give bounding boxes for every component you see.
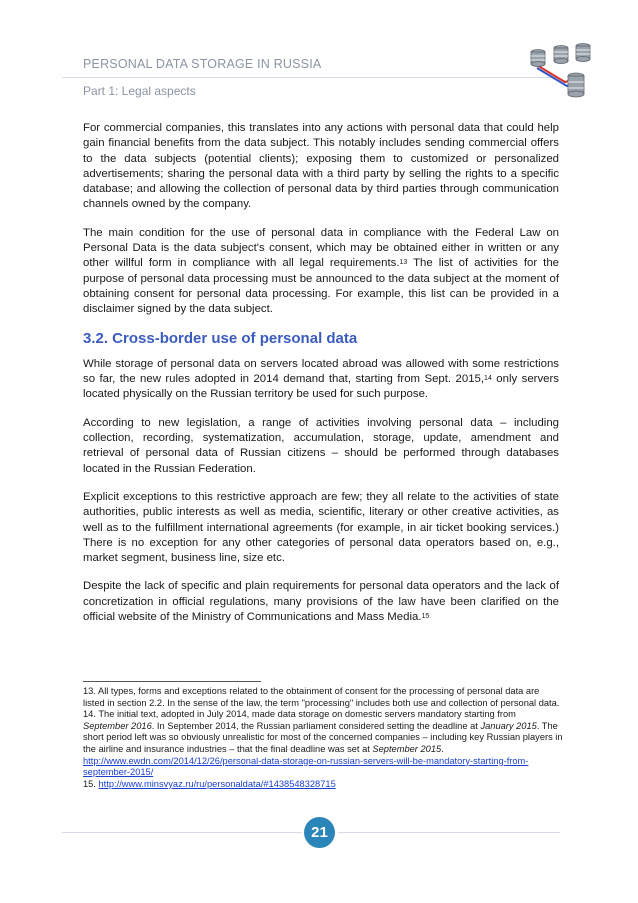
footnote-14-link[interactable]: http://www.ewdn.com/2014/12/26/personal-data-storage-on-russian-servers-will-be-mandatory-starting-from-september-2015/ [83,755,529,778]
paragraph-storage-abroad [83,357,559,403]
paragraph-clarifications [83,579,559,625]
paragraph-storage-text-b: only servers located physically on the Russian territory be used for such purpose. [83,373,559,401]
footnote-14-date-1: September 2016 [83,720,152,731]
page-number-badge: 21 [304,817,335,848]
footnote-14-text-a: 14. The initial text, adopted in July 2014, made data storage on domestic servers mandatory starting from [83,709,516,720]
footnote-15-prefix: 15. [83,778,99,789]
paragraph-storage-text-a: While storage of personal data on servers located abroad was allowed with some restrictions so far, the new rules adopted in 2014 demand that, starting from Sept. 2015, [83,357,559,386]
paragraph-new-legislation: According to new legislation, a range of activities involving personal data – including collection, recording, systematization, accumulation, storage, update, amendment and retrieval of personal data of Russian citizens – should be performed through databases located in the Russian Federation. [83,416,559,475]
footnote-ref-14[interactable]: 14 [484,375,492,383]
paragraph-exceptions: Explicit exceptions to this restrictive approach are few; they all relate to the activities of state authorities, public interests as well as media, scientific, literary or other creative activities, as well as to the fulfillment international agreements (for example, in air ticket booking services.) There is no exception for any other categories of personal data operators based on, e.g., market segment, business line, size etc. [83,490,559,565]
footnote-ref-13[interactable]: 13 [399,259,408,267]
footnotes [83,686,563,790]
footnote-ref-15[interactable]: 15 [421,613,430,621]
footnote-14-date-3: September 2015 [372,743,442,754]
footnote-14-text-b: . In September 2014, the Russian parliament considered setting the deadline at [151,720,481,731]
paragraph-clarifications-text: Despite the lack of specific and plain requirements for personal data operators and the lack of concretization in official regulations, many provisions of the law have been clarified on the official website of the Ministry of Communications and Mass Media. [83,580,559,624]
running-header-title: PERSONAL DATA STORAGE IN RUSSIA [83,57,322,71]
running-header-subtitle: Part 1: Legal aspects [83,84,196,98]
main-content [83,121,559,638]
footer-divider-left [62,832,302,833]
paragraph-consent-text-a: The main condition for the use of personal data in compliance with the Federal Law on Personal Data is the data subject's consent, which may be obtained either in written or any other willful form in compliance with all legal requirements. [83,226,559,270]
paragraph-consent-text-b: The list of activities for the purpose of personal data processing must be announced to the data subject at the moment of obtaining consent for personal data processing. For example, this list can be provided in a disclaimer signed by the data subject. [83,257,559,316]
footnote-divider [83,681,261,682]
footnote-14-date-2: January 2015 [480,720,537,731]
footnote-14 [83,709,563,779]
paragraph-commercial-companies: For commercial companies, this translates into any actions with personal data that could help gain financial benefits from the data subject. This notably includes sending commercial offers to the data subjects (potential clients); exposing them to customized or personalized advertisements; sharing the personal data with a third party by selling the rights to a specific database; and allowing the collection of personal data by third parties through communication channels owned by the company. [83,122,559,211]
footnote-15 [83,779,563,791]
footnote-13: 13. All types, forms and exceptions related to the obtainment of consent for the processing of personal data are listed in section 2.2. In the sense of the law, the term "processing" includes both use and collection of personal data. [83,686,560,708]
header-divider [62,77,558,78]
footer-divider-right [338,832,560,833]
footnote-14-text-c: . The short period left was so obviously unrealistic for most of the concerned companies – including key Russian players in the airline and insurance industries – that the final deadline was set at [83,720,563,754]
paragraph-consent [83,226,559,318]
database-servers-icon [525,38,615,118]
footnote-15-link[interactable]: http://www.minsvyaz.ru/ru/personaldata/#1438548328715 [98,778,336,789]
footnote-14-text-d: . [441,743,444,754]
section-heading: 3.2. Cross-border use of personal data [83,329,358,347]
